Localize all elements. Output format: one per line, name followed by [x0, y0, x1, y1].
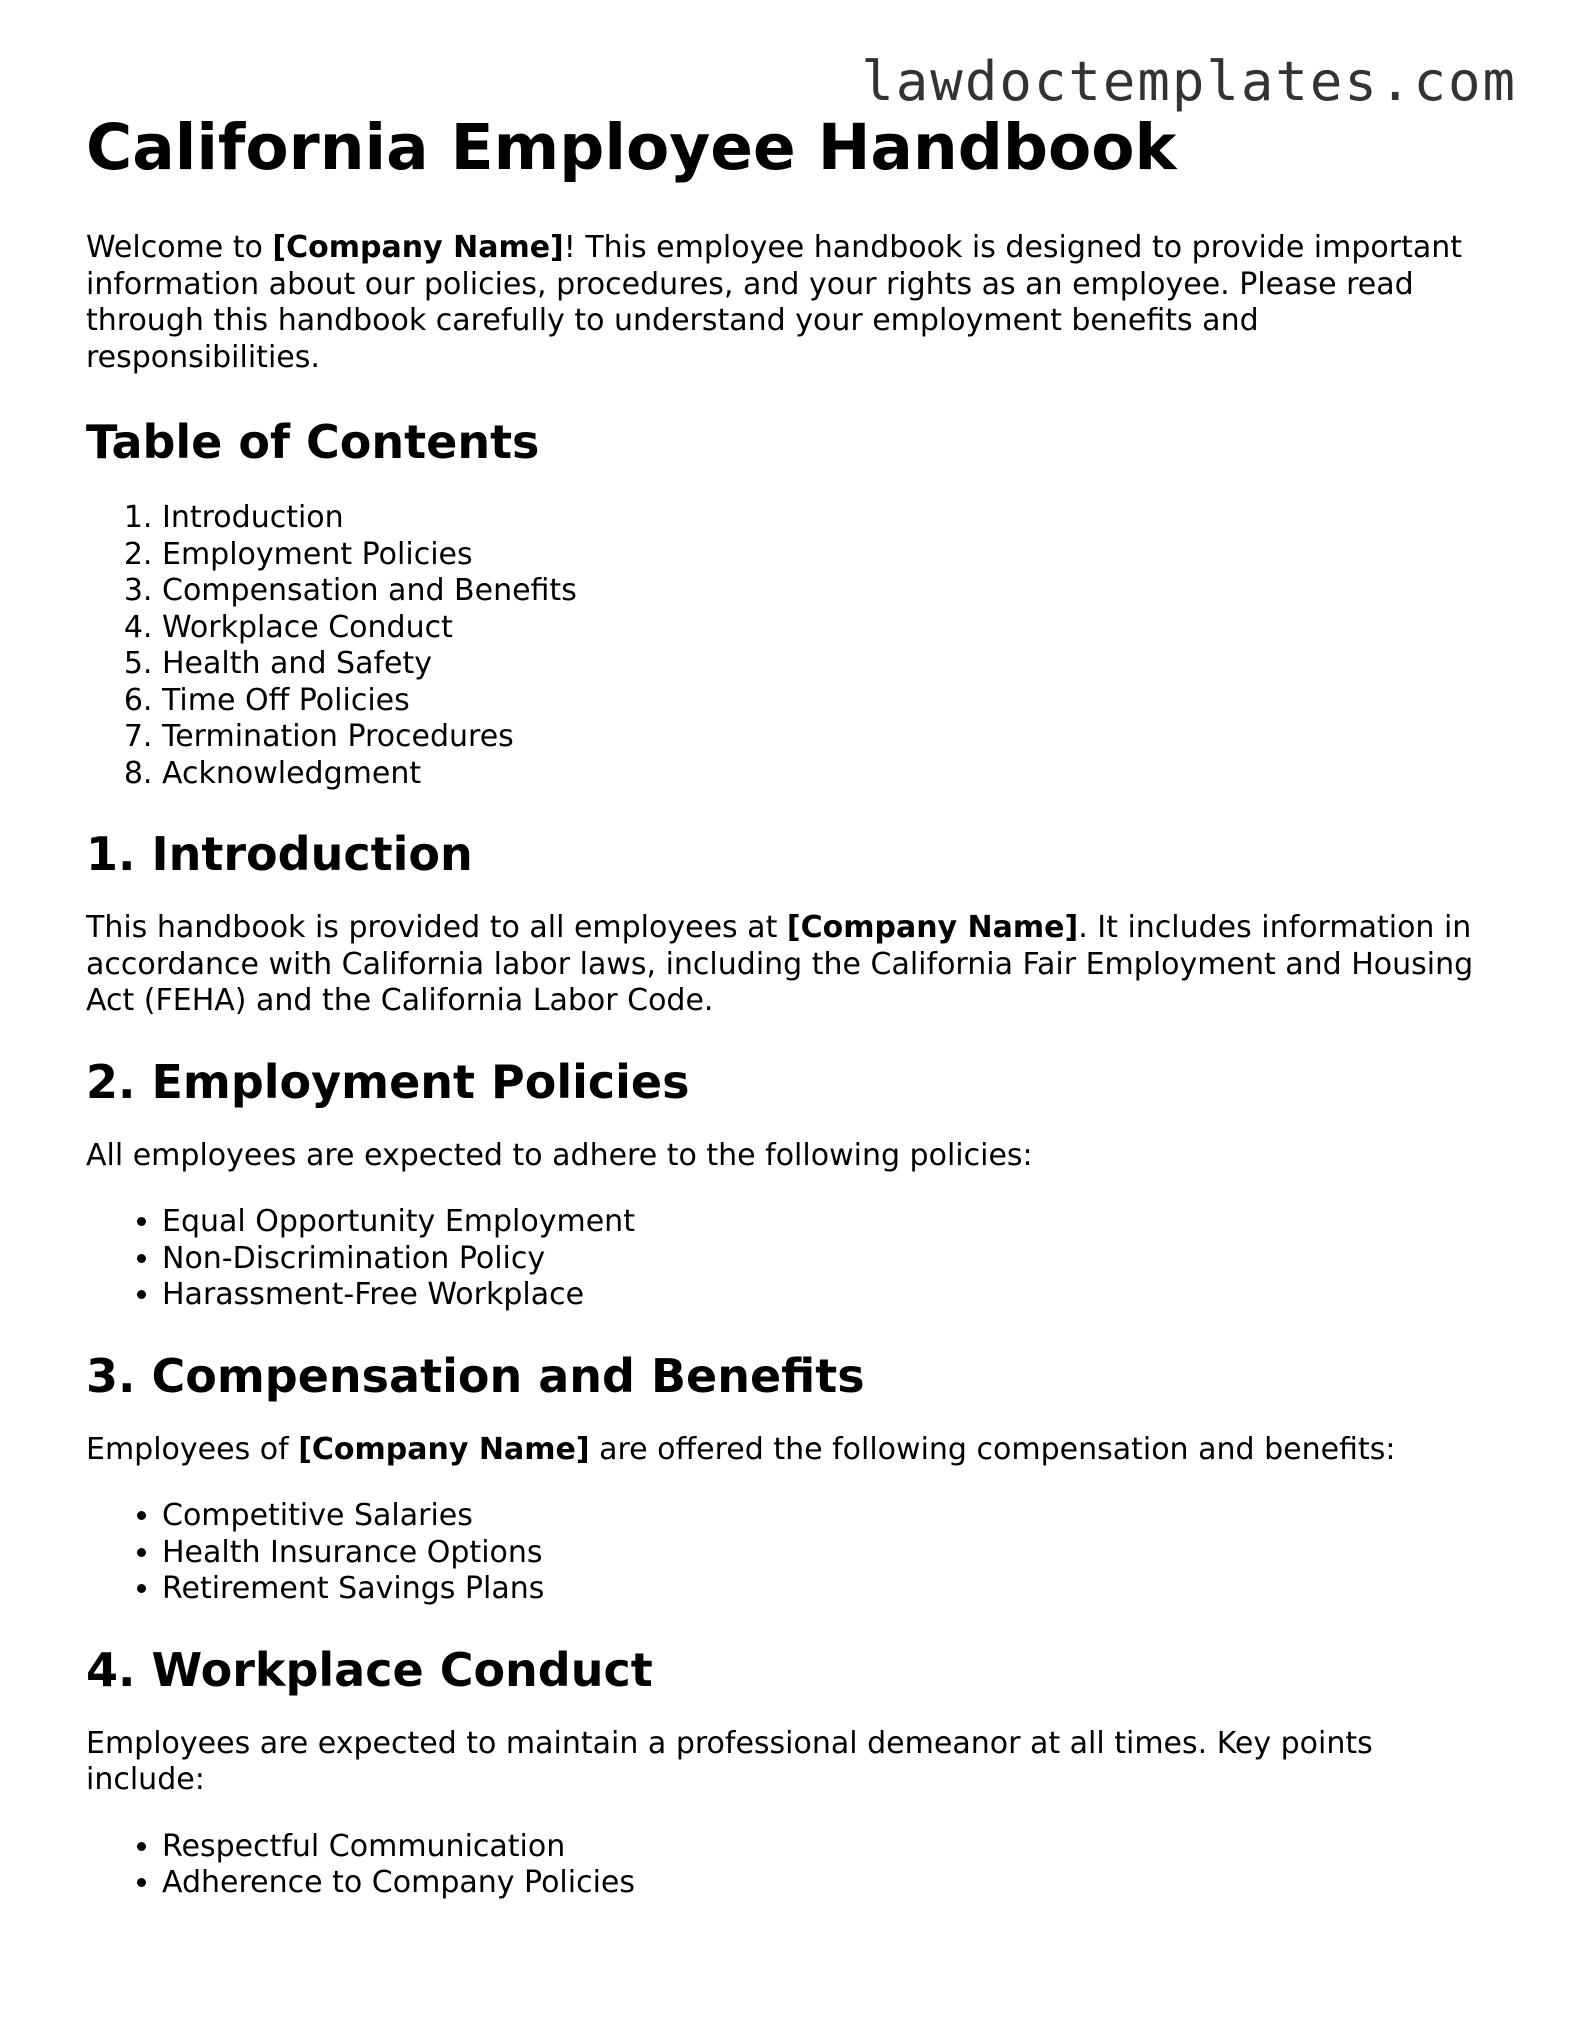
section-heading-workplace-conduct: 4. Workplace Conduct — [86, 1642, 653, 1697]
toc-item: 2. Employment Policies — [162, 537, 1496, 574]
intro-paragraph — [86, 230, 1496, 376]
list-item: • Retirement Savings Plans — [162, 1571, 1496, 1608]
company-name-placeholder: [Company Name] — [272, 230, 564, 265]
document-page — [86, 108, 1496, 1902]
conduct-paragraph: Employees are expected to maintain a professional demeanor at all times. Key points include: — [86, 1725, 1373, 1797]
section-heading-compensation: 3. Compensation and Benefits — [86, 1348, 865, 1403]
employment-policies-list — [86, 1204, 1496, 1314]
compensation-text-start: Employees of — [86, 1431, 299, 1467]
introduction-text-start: This handbook is provided to all employees at — [86, 910, 787, 945]
list-item: • Harassment-Free Workplace — [162, 1277, 1496, 1314]
toc-item: 3. Compensation and Benefits — [162, 573, 1496, 610]
list-item: • Competitive Salaries — [162, 1498, 1496, 1535]
intro-text-start: Welcome to — [86, 230, 273, 265]
company-name-placeholder: [Company Name] — [786, 910, 1079, 945]
toc-item: 6. Time Off Policies — [162, 683, 1496, 720]
list-item: • Health Insurance Options — [162, 1535, 1496, 1572]
conduct-list — [86, 1829, 1496, 1902]
toc-item: 1. Introduction — [162, 500, 1496, 537]
list-item: • Non-Discrimination Policy — [162, 1241, 1496, 1278]
toc-list — [86, 500, 1496, 792]
document-title: California Employee Handbook — [86, 111, 1177, 184]
watermark-site-name: lawdoctemplates.com — [861, 50, 1517, 113]
toc-item: 4. Workplace Conduct — [162, 610, 1496, 647]
section-heading-introduction: 1. Introduction — [86, 827, 473, 881]
introduction-text-end: . It includes information in accordance with California labor laws, including the California Fair Employment and Housing Act (FEHA) and the California Labor Code. — [86, 910, 1474, 1018]
section-heading-employment-policies: 2. Employment Policies — [86, 1054, 690, 1109]
toc-item: 7. Termination Procedures — [162, 719, 1496, 756]
list-item: • Adherence to Company Policies — [162, 1865, 1496, 1902]
company-name-placeholder: [Company Name] — [298, 1431, 590, 1467]
compensation-list — [86, 1498, 1496, 1608]
toc-item: 5. Health and Safety — [162, 646, 1496, 683]
compensation-paragraph — [86, 1432, 1496, 1469]
intro-text-end: ! This employee handbook is designed to provide important information about our policies, procedures, and your rights as an employee. Please read through this handbook carefully to understand your employment benefits and responsibilities. — [86, 230, 1463, 375]
toc-item: 8. Acknowledgment — [162, 756, 1496, 793]
compensation-text-end: are offered the following compensation and benefits: — [589, 1431, 1396, 1467]
list-item: • Respectful Communication — [162, 1829, 1496, 1866]
introduction-paragraph — [86, 910, 1496, 1020]
list-item: • Equal Opportunity Employment — [162, 1204, 1496, 1241]
toc-heading: Table of Contents — [86, 415, 540, 469]
employment-paragraph: All employees are expected to adhere to the following policies: — [86, 1137, 1033, 1173]
